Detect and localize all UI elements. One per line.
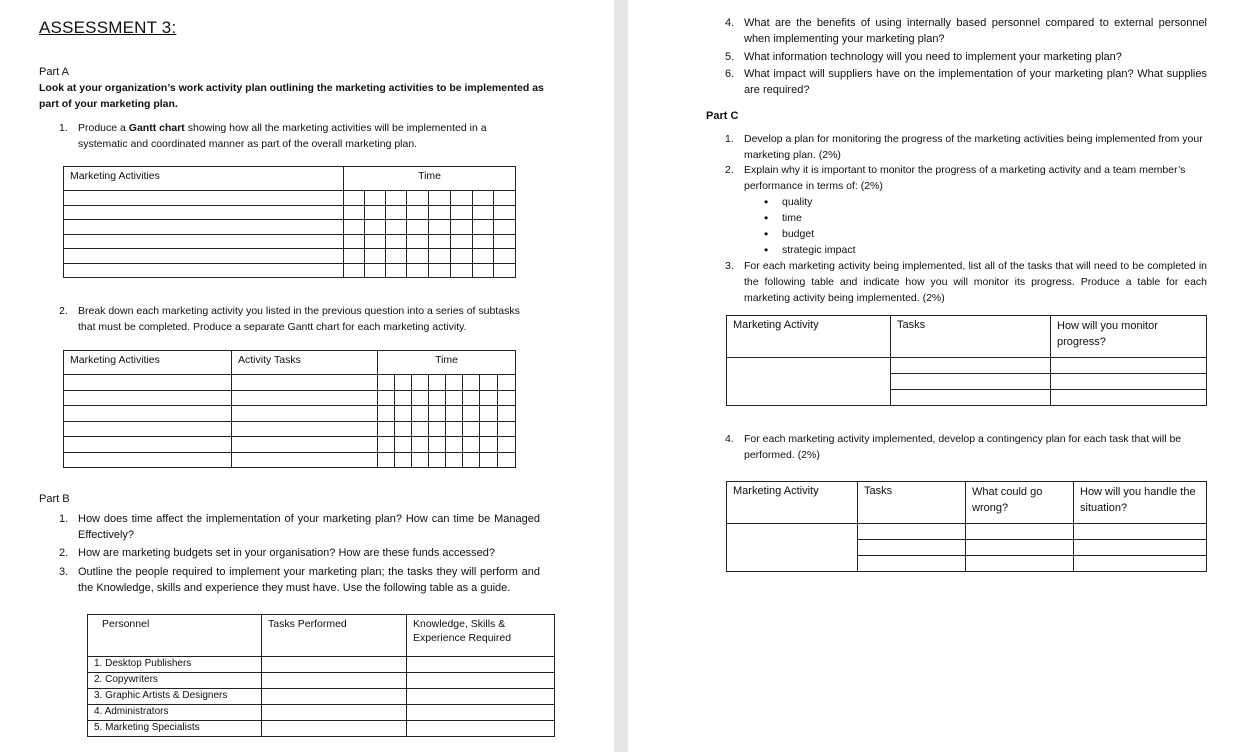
table-cell — [494, 220, 516, 235]
table-cell — [727, 524, 858, 572]
table-cell — [494, 263, 516, 278]
table-cell — [446, 406, 463, 422]
table-cell — [378, 437, 395, 453]
table-cell — [64, 191, 344, 206]
table-cell — [365, 220, 386, 235]
part-c-q1-text: Develop a plan for monitoring the progress of the marketing activities being implemented from your marketing plan. (2%) — [744, 133, 1203, 161]
table-cell — [407, 220, 429, 235]
table-cell — [891, 374, 1051, 390]
table-cell — [344, 191, 365, 206]
table-cell — [429, 249, 451, 264]
table-cell — [480, 437, 498, 453]
table-cell — [64, 205, 344, 220]
table-row — [64, 437, 516, 453]
table-cell — [451, 234, 473, 249]
table-cell — [429, 421, 446, 437]
part-c-label: Part C — [706, 110, 739, 122]
table-cell — [378, 406, 395, 422]
table-cell — [386, 191, 407, 206]
table-header-time: Time — [344, 167, 516, 191]
table-cell — [407, 657, 555, 673]
table-cell — [407, 263, 429, 278]
table-cell — [463, 390, 480, 406]
table-cell — [232, 406, 378, 422]
personnel-table — [87, 614, 555, 737]
table-cell — [480, 390, 498, 406]
table-cell — [858, 556, 966, 572]
table-cell — [378, 375, 395, 391]
table-cell — [473, 234, 494, 249]
table-cell — [407, 721, 555, 737]
table-cell — [64, 220, 344, 235]
table-header-tasks: Tasks — [891, 316, 1051, 358]
table-cell — [64, 421, 232, 437]
table-cell — [498, 375, 516, 391]
table-cell — [232, 452, 378, 468]
document-page-left — [0, 0, 614, 752]
table-row — [64, 191, 516, 206]
part-b-q1-text: How does time affect the implementation of your marketing plan? How can time be Managed Effectively? — [78, 513, 540, 541]
table-cell — [64, 452, 232, 468]
table-header-what-could-go-wrong: What could go wrong? — [966, 482, 1074, 524]
part-b-q1-number: 1. — [59, 513, 69, 525]
table-cell — [480, 406, 498, 422]
part-c-q4-number: 4. — [725, 433, 734, 445]
table-cell — [407, 234, 429, 249]
list-item: • time — [764, 210, 856, 226]
table-cell — [451, 249, 473, 264]
table-cell — [473, 220, 494, 235]
table-cell — [407, 705, 555, 721]
table-cell — [412, 421, 429, 437]
part-a-q1-number: 1. — [59, 122, 68, 134]
part-a-q2-number: 2. — [59, 305, 68, 317]
table-cell — [262, 673, 407, 689]
part-c-q1-number: 1. — [725, 133, 734, 145]
table-cell — [891, 390, 1051, 406]
table-cell — [494, 205, 516, 220]
part-b-q6-text: What impact will suppliers have on the implementation of your marketing plan? What supplies are required? — [744, 68, 1207, 96]
table-cell — [64, 390, 232, 406]
part-b-label: Part B — [39, 493, 70, 505]
part-b-q2-text: How are marketing budgets set in your organisation? How are these funds accessed? — [78, 547, 496, 559]
table-cell — [451, 263, 473, 278]
document-page-right — [628, 0, 1240, 752]
table-header-tasks-performed: Tasks Performed — [262, 615, 407, 657]
table-cell — [480, 375, 498, 391]
table-cell — [386, 234, 407, 249]
part-c-q4-text: For each marketing activity implemented, develop a contingency plan for each task that will be performed. (2%) — [744, 433, 1182, 461]
table-cell — [451, 205, 473, 220]
table-row — [64, 234, 516, 249]
part-a-q1-bold: Gantt chart — [128, 122, 185, 134]
table-row — [64, 421, 516, 437]
table-cell — [412, 452, 429, 468]
table-cell — [365, 249, 386, 264]
table-cell — [429, 191, 451, 206]
table-header-marketing-activity: Marketing Activity — [727, 482, 858, 524]
part-c-q3-number: 3. — [725, 260, 734, 272]
table-cell — [378, 421, 395, 437]
table-cell — [64, 249, 344, 264]
table-cell — [407, 205, 429, 220]
table-cell — [429, 406, 446, 422]
performance-criteria-list — [764, 194, 856, 258]
table-cell — [966, 524, 1074, 540]
table-cell — [498, 437, 516, 453]
table-cell — [344, 205, 365, 220]
table-cell — [412, 390, 429, 406]
table-header-knowledge-skills: Knowledge, Skills & Experience Required — [407, 615, 555, 657]
table-cell — [386, 249, 407, 264]
table-cell — [727, 358, 891, 406]
table-cell — [386, 263, 407, 278]
table-cell — [1074, 556, 1207, 572]
part-b-q3-number: 3. — [59, 566, 69, 578]
table-cell — [429, 375, 446, 391]
list-item: • strategic impact — [764, 242, 856, 258]
table-cell — [344, 263, 365, 278]
table-cell — [407, 689, 555, 705]
table-cell — [64, 375, 232, 391]
gantt-table-subtasks — [63, 350, 516, 468]
table-cell — [64, 406, 232, 422]
table-cell — [344, 249, 365, 264]
table-row — [64, 390, 516, 406]
table-cell — [494, 234, 516, 249]
table-cell — [451, 220, 473, 235]
contingency-table — [726, 481, 1207, 572]
table-header-tasks: Tasks — [858, 482, 966, 524]
table-cell — [395, 406, 412, 422]
part-b-q4-number: 4. — [725, 17, 735, 29]
table-row — [64, 220, 516, 235]
table-cell — [966, 540, 1074, 556]
table-cell — [1051, 390, 1207, 406]
table-cell — [64, 263, 344, 278]
table-cell — [446, 452, 463, 468]
table-cell — [463, 452, 480, 468]
table-cell — [463, 437, 480, 453]
table-row — [64, 263, 516, 278]
table-cell — [407, 249, 429, 264]
table-cell — [429, 437, 446, 453]
table-cell — [429, 452, 446, 468]
gantt-table-activities — [63, 166, 516, 278]
table-cell — [498, 421, 516, 437]
part-a-q2-text: Break down each marketing activity you listed in the previous question into a series of subtasks that must be completed. Produce a separate Gantt chart for each marketing activity. — [78, 305, 520, 333]
table-cell — [498, 452, 516, 468]
table-cell — [480, 421, 498, 437]
list-item: • quality — [764, 194, 856, 210]
part-b-q4-text: What are the benefits of using internally based personnel compared to external personnel when implementing your marketing plan? — [744, 17, 1207, 45]
table-row — [64, 406, 516, 422]
table-cell — [232, 390, 378, 406]
table-cell — [378, 390, 395, 406]
part-b-q6-number: 6. — [725, 68, 735, 80]
table-cell — [858, 540, 966, 556]
table-header-activity-tasks: Activity Tasks — [232, 351, 378, 375]
table-cell — [407, 673, 555, 689]
table-cell — [473, 249, 494, 264]
table-cell — [1074, 540, 1207, 556]
table-cell — [378, 452, 395, 468]
table-header-marketing-activities: Marketing Activities — [64, 167, 344, 191]
part-a-q1-post: showing how all the marketing activities will be implemented in a systematic and coordinated manner as part of the overall marketing plan. — [78, 122, 487, 150]
part-c-q2-number: 2. — [725, 164, 734, 176]
table-cell — [1074, 524, 1207, 540]
part-b-q5-number: 5. — [725, 51, 735, 63]
table-cell — [429, 390, 446, 406]
table-cell — [473, 191, 494, 206]
table-cell — [494, 191, 516, 206]
table-cell — [365, 234, 386, 249]
list-item: • budget — [764, 226, 856, 242]
table-cell — [395, 452, 412, 468]
table-cell — [365, 263, 386, 278]
personnel-row-label: 5. Marketing Specialists — [88, 721, 262, 737]
table-cell — [451, 191, 473, 206]
part-c-q3-text: For each marketing activity being implemented, list all of the tasks that will need to be completed in the following table and indicate how you will monitor its progress. Produce a table for each marketing activity being implemented. (2%) — [744, 260, 1207, 304]
table-cell — [232, 375, 378, 391]
table-cell — [412, 375, 429, 391]
personnel-row-label: 4. Administrators — [88, 705, 262, 721]
table-row — [64, 205, 516, 220]
table-cell — [407, 191, 429, 206]
table-cell — [429, 205, 451, 220]
part-a-label: Part A — [39, 66, 69, 78]
part-b-q3-text: Outline the people required to implement your marketing plan; the tasks they will perform and the Knowledge, skills and experience they must have. Use the following table as a guide. — [78, 566, 540, 594]
table-cell — [463, 375, 480, 391]
table-cell — [891, 358, 1051, 374]
table-cell — [463, 406, 480, 422]
table-cell — [858, 524, 966, 540]
table-cell — [429, 220, 451, 235]
part-b-q5-text: What information technology will you need to implement your marketing plan? — [744, 51, 1122, 63]
personnel-row-label: 2. Copywriters — [88, 673, 262, 689]
table-cell — [386, 220, 407, 235]
table-cell — [446, 375, 463, 391]
table-cell — [494, 249, 516, 264]
table-cell — [344, 220, 365, 235]
monitoring-table — [726, 315, 1207, 406]
table-cell — [446, 437, 463, 453]
table-cell — [395, 375, 412, 391]
table-header-how-handle: How will you handle the situation? — [1074, 482, 1207, 524]
table-cell — [473, 263, 494, 278]
table-cell — [365, 191, 386, 206]
part-a-intro: Look at your organization’s work activity plan outlining the marketing activities to be implemented as part of your marketing plan. — [39, 82, 544, 110]
personnel-row-label: 3. Graphic Artists & Designers — [88, 689, 262, 705]
table-row — [64, 375, 516, 391]
table-cell — [64, 234, 344, 249]
table-cell — [262, 705, 407, 721]
part-c-q2-text: Explain why it is important to monitor the progress of a marketing activity and a team member’s performance in terms of: (2%) — [744, 164, 1186, 192]
table-cell — [498, 390, 516, 406]
table-cell — [262, 721, 407, 737]
table-header-personnel: Personnel — [88, 615, 262, 657]
part-b-q2-number: 2. — [59, 547, 69, 559]
table-cell — [344, 234, 365, 249]
table-cell — [64, 437, 232, 453]
personnel-row-label: 1. Desktop Publishers — [88, 657, 262, 673]
table-header-marketing-activities: Marketing Activities — [64, 351, 232, 375]
table-row — [64, 452, 516, 468]
table-cell — [395, 437, 412, 453]
table-cell — [446, 421, 463, 437]
table-cell — [232, 437, 378, 453]
table-cell — [1051, 358, 1207, 374]
table-cell — [262, 657, 407, 673]
table-cell — [365, 205, 386, 220]
table-cell — [429, 263, 451, 278]
table-header-how-monitor: How will you monitor progress? — [1051, 316, 1207, 358]
table-cell — [386, 205, 407, 220]
table-cell — [473, 205, 494, 220]
table-header-time: Time — [378, 351, 516, 375]
assessment-heading: ASSESSMENT 3: — [39, 18, 177, 37]
table-cell — [966, 556, 1074, 572]
part-a-q1-pre: Produce a — [78, 122, 129, 134]
table-cell — [498, 406, 516, 422]
table-cell — [232, 421, 378, 437]
table-cell — [480, 452, 498, 468]
table-cell — [412, 437, 429, 453]
table-cell — [395, 421, 412, 437]
table-cell — [395, 390, 412, 406]
table-cell — [429, 234, 451, 249]
table-cell — [262, 689, 407, 705]
table-row — [64, 249, 516, 264]
table-header-marketing-activity: Marketing Activity — [727, 316, 891, 358]
table-cell — [463, 421, 480, 437]
table-cell — [1051, 374, 1207, 390]
table-cell — [446, 390, 463, 406]
part-a-q1-text — [78, 120, 528, 152]
table-cell — [412, 406, 429, 422]
